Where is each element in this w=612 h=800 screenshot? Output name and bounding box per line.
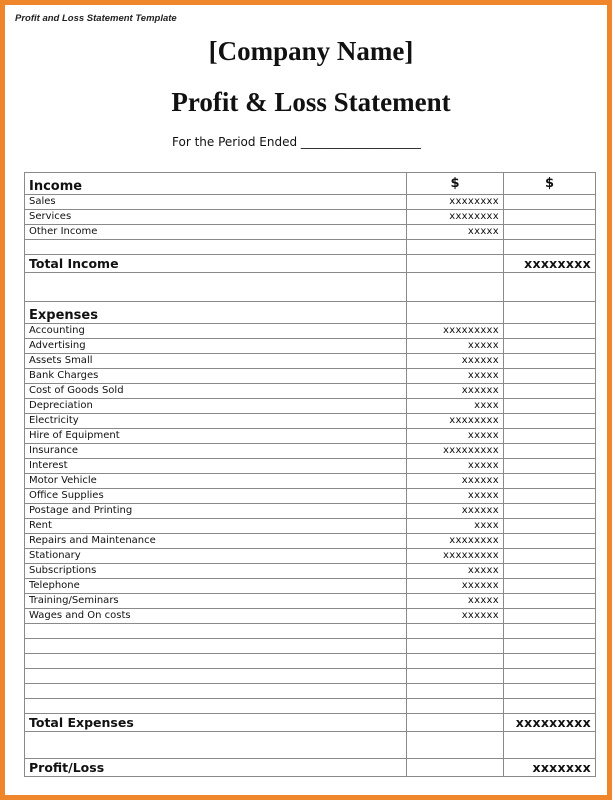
expense-row	[25, 444, 596, 459]
expense-label: Office Supplies	[25, 489, 407, 504]
expenses-head-mid	[407, 302, 504, 324]
expense-label: Electricity	[25, 414, 407, 429]
blank-row	[25, 732, 596, 759]
currency-header-2: $	[504, 173, 596, 195]
expense-label: Accounting	[25, 324, 407, 339]
expense-row	[25, 549, 596, 564]
blank-cell	[504, 669, 596, 684]
total-expenses-row	[25, 714, 596, 732]
expense-row	[25, 324, 596, 339]
income-label: Sales	[25, 195, 407, 210]
total-income-value: xxxxxxxx	[504, 255, 596, 273]
income-label: Other Income	[25, 225, 407, 240]
blank-cell	[25, 624, 407, 639]
expense-value: xxxxxx	[407, 384, 504, 399]
blank-cell	[25, 273, 407, 302]
expense-row	[25, 429, 596, 444]
blank-cell	[504, 624, 596, 639]
expense-label: Interest	[25, 459, 407, 474]
expense-value: xxxxxx	[407, 474, 504, 489]
income-total-cell	[504, 225, 596, 240]
blank-cell	[407, 624, 504, 639]
expense-value: xxxxxx	[407, 579, 504, 594]
blank-row	[25, 654, 596, 669]
expense-value: xxxxxxxxx	[407, 444, 504, 459]
expense-label: Depreciation	[25, 399, 407, 414]
expense-total-cell	[504, 459, 596, 474]
income-header-row	[25, 173, 596, 195]
profit-loss-mid	[407, 759, 504, 777]
expense-total-cell	[504, 594, 596, 609]
statement-title: Profit & Loss Statement	[171, 87, 451, 117]
expense-value: xxxxx	[407, 339, 504, 354]
profit-loss-label: Profit/Loss	[25, 759, 407, 777]
blank-cell	[25, 699, 407, 714]
blank-cell	[25, 669, 407, 684]
expense-row	[25, 369, 596, 384]
period-line: For the Period Ended ____________________	[172, 135, 421, 149]
expenses-head-right	[504, 302, 596, 324]
blank-cell	[407, 684, 504, 699]
total-expenses-mid	[407, 714, 504, 732]
expense-row	[25, 414, 596, 429]
blank-row	[25, 699, 596, 714]
blank-cell	[407, 654, 504, 669]
expense-label: Cost of Goods Sold	[25, 384, 407, 399]
expense-label: Training/Seminars	[25, 594, 407, 609]
total-income-mid	[407, 255, 504, 273]
currency-header-1: $	[407, 173, 504, 195]
blank-cell	[407, 699, 504, 714]
blank-cell	[504, 639, 596, 654]
expense-label: Postage and Printing	[25, 504, 407, 519]
expense-value: xxxx	[407, 399, 504, 414]
expense-label: Stationary	[25, 549, 407, 564]
blank-cell	[25, 240, 407, 255]
expense-total-cell	[504, 489, 596, 504]
blank-cell	[25, 732, 407, 759]
blank-cell	[407, 732, 504, 759]
expense-value: xxxxxx	[407, 354, 504, 369]
expense-row	[25, 384, 596, 399]
expense-row	[25, 609, 596, 624]
total-expenses-label: Total Expenses	[25, 714, 407, 732]
expense-value: xxxxxxxx	[407, 534, 504, 549]
blank-row	[25, 639, 596, 654]
expense-row	[25, 489, 596, 504]
total-income-label: Total Income	[25, 255, 407, 273]
blank-row	[25, 684, 596, 699]
expenses-header-row	[25, 302, 596, 324]
expense-total-cell	[504, 324, 596, 339]
income-row	[25, 225, 596, 240]
expense-total-cell	[504, 384, 596, 399]
expense-value: xxxxxxxx	[407, 414, 504, 429]
expense-total-cell	[504, 564, 596, 579]
expense-label: Bank Charges	[25, 369, 407, 384]
blank-row	[25, 273, 596, 302]
expense-label: Advertising	[25, 339, 407, 354]
expense-label: Telephone	[25, 579, 407, 594]
expense-row	[25, 504, 596, 519]
expense-total-cell	[504, 399, 596, 414]
template-label: Profit and Loss Statement Template	[15, 13, 177, 24]
expense-value: xxxxx	[407, 369, 504, 384]
expense-row	[25, 459, 596, 474]
blank-cell	[504, 240, 596, 255]
profit-loss-value: xxxxxxx	[504, 759, 596, 777]
expense-total-cell	[504, 519, 596, 534]
total-expenses-value: xxxxxxxxx	[504, 714, 596, 732]
expense-value: xxxxx	[407, 459, 504, 474]
expense-total-cell	[504, 474, 596, 489]
expense-label: Assets Small	[25, 354, 407, 369]
expense-value: xxxxxxxxx	[407, 549, 504, 564]
expense-row	[25, 579, 596, 594]
expense-total-cell	[504, 549, 596, 564]
blank-cell	[504, 273, 596, 302]
expense-total-cell	[504, 609, 596, 624]
expenses-heading: Expenses	[25, 302, 407, 324]
expense-total-cell	[504, 579, 596, 594]
expense-row	[25, 564, 596, 579]
blank-row	[25, 240, 596, 255]
profit-loss-table	[24, 172, 596, 777]
blank-cell	[407, 669, 504, 684]
total-income-row	[25, 255, 596, 273]
blank-cell	[407, 273, 504, 302]
expense-value: xxxxx	[407, 429, 504, 444]
expense-value: xxxxxxxxx	[407, 324, 504, 339]
expense-total-cell	[504, 339, 596, 354]
expense-row	[25, 519, 596, 534]
blank-cell	[504, 684, 596, 699]
expense-row	[25, 339, 596, 354]
expense-label: Subscriptions	[25, 564, 407, 579]
expense-row	[25, 354, 596, 369]
income-value: xxxxx	[407, 225, 504, 240]
expense-row	[25, 534, 596, 549]
expense-label: Wages and On costs	[25, 609, 407, 624]
income-heading: Income	[25, 173, 407, 195]
expense-total-cell	[504, 354, 596, 369]
income-row	[25, 195, 596, 210]
blank-cell	[25, 639, 407, 654]
expense-row	[25, 594, 596, 609]
expense-label: Hire of Equipment	[25, 429, 407, 444]
blank-cell	[407, 639, 504, 654]
income-total-cell	[504, 195, 596, 210]
expense-total-cell	[504, 534, 596, 549]
blank-cell	[504, 732, 596, 759]
expense-label: Insurance	[25, 444, 407, 459]
company-name: [Company Name]	[208, 36, 414, 66]
expense-total-cell	[504, 444, 596, 459]
income-value: xxxxxxxx	[407, 210, 504, 225]
profit-loss-row	[25, 759, 596, 777]
expense-label: Motor Vehicle	[25, 474, 407, 489]
expense-value: xxxxxx	[407, 609, 504, 624]
expense-value: xxxxx	[407, 594, 504, 609]
blank-cell	[25, 654, 407, 669]
expense-total-cell	[504, 429, 596, 444]
expense-total-cell	[504, 369, 596, 384]
expense-value: xxxxxx	[407, 504, 504, 519]
expense-label: Repairs and Maintenance	[25, 534, 407, 549]
expense-value: xxxxx	[407, 489, 504, 504]
expense-row	[25, 399, 596, 414]
expense-row	[25, 474, 596, 489]
income-total-cell	[504, 210, 596, 225]
blank-cell	[504, 699, 596, 714]
blank-cell	[504, 654, 596, 669]
expense-total-cell	[504, 414, 596, 429]
expense-value: xxxxx	[407, 564, 504, 579]
blank-cell	[407, 240, 504, 255]
income-value: xxxxxxxx	[407, 195, 504, 210]
expense-label: Rent	[25, 519, 407, 534]
expense-value: xxxx	[407, 519, 504, 534]
income-label: Services	[25, 210, 407, 225]
income-row	[25, 210, 596, 225]
blank-row	[25, 669, 596, 684]
expense-total-cell	[504, 504, 596, 519]
blank-cell	[25, 684, 407, 699]
blank-row	[25, 624, 596, 639]
